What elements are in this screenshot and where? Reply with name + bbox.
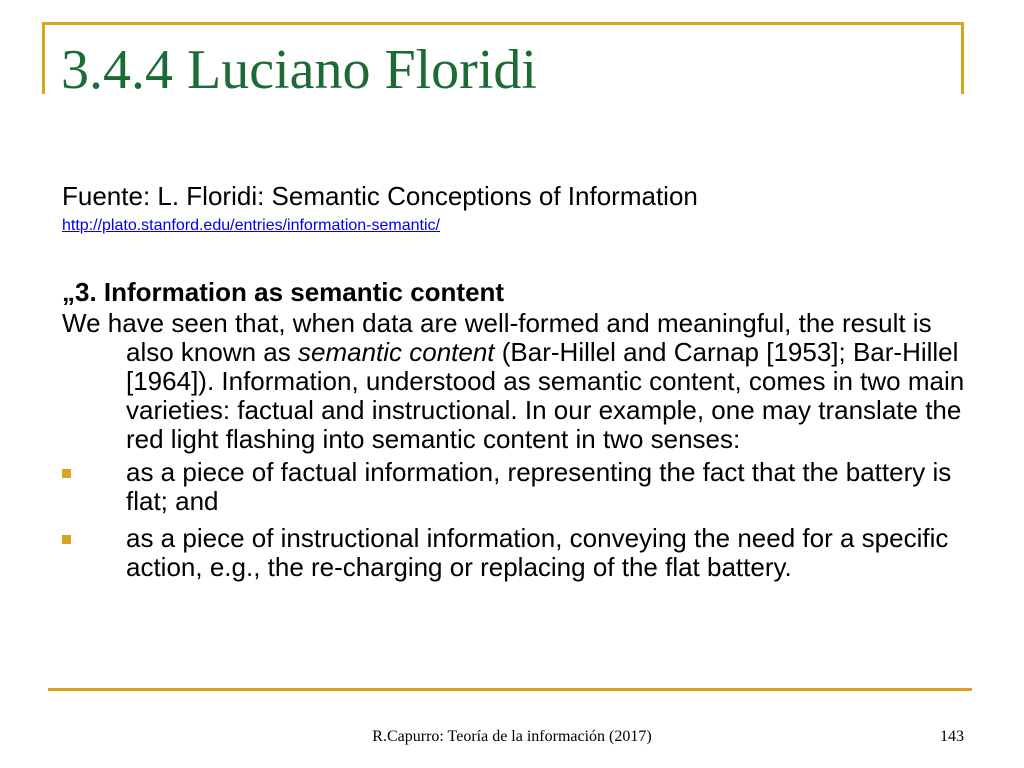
frame-top-line	[42, 22, 964, 25]
source-citation: Fuente: L. Floridi: Semantic Conceptions of Information	[62, 181, 698, 211]
bullet-item-factual	[62, 458, 972, 516]
section-heading: „3. Information as semantic content	[62, 277, 505, 307]
bullet-list	[62, 458, 972, 582]
bullet-text: as a piece of factual information, representing the fact that the battery is flat; and	[126, 457, 952, 516]
square-bullet-icon	[62, 535, 71, 544]
paragraph-text-end: (Bar-Hillel and Carnap [1953]; Bar-Hillel [1964]). Information, understood as semantic content, comes in two main varieties: factual and instructional. In our example, one may translate the red light flashing into semantic content in two senses:	[126, 337, 965, 454]
footer-rule	[48, 688, 972, 691]
footer-credit: R.Capurro: Teoría de la información (2017)	[372, 728, 652, 745]
frame-left-line	[42, 22, 45, 94]
body-paragraph	[62, 309, 972, 454]
bullet-text: as a piece of instructional information, conveying the need for a specific action, e.g., the re-charging or replacing of the flat battery.	[126, 523, 949, 582]
paragraph-text-start: We have seen that, when data are well-formed and meaningful, the result is also known as	[62, 308, 932, 367]
slide-title: 3.4.4 Luciano Floridi	[61, 39, 537, 101]
square-bullet-icon	[62, 469, 71, 478]
page-number: 143	[940, 728, 964, 745]
slide-content	[62, 278, 972, 590]
frame-right-line	[961, 22, 964, 94]
bullet-item-instructional	[62, 524, 972, 582]
emphasized-term: semantic content	[297, 337, 495, 367]
source-link[interactable]: http://plato.stanford.edu/entries/information-semantic/	[62, 217, 440, 234]
